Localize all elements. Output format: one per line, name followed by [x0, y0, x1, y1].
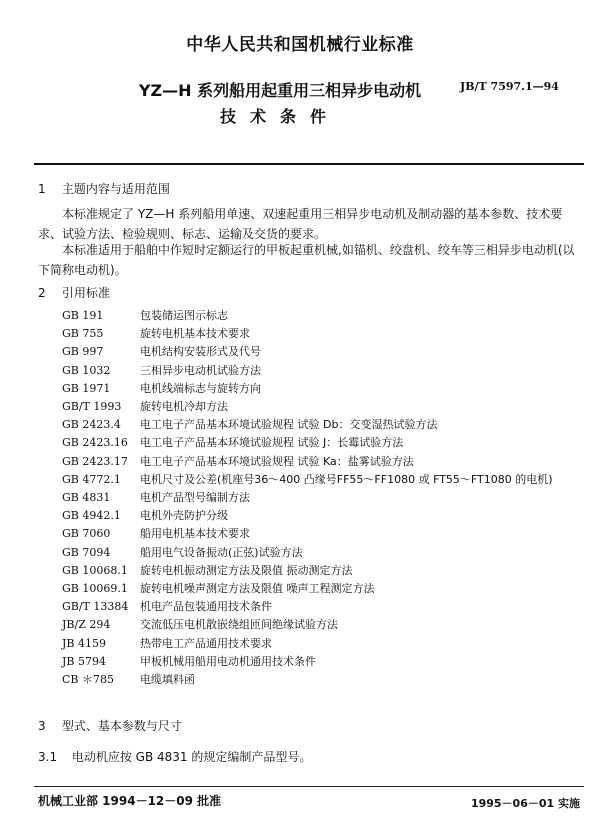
reference-row: [62, 325, 592, 343]
reference-code: GB 2423.17: [62, 454, 128, 468]
reference-row: [62, 471, 592, 489]
reference-code: GB 7060: [62, 527, 111, 541]
reference-title: 船用电机基本技术要求: [140, 527, 250, 541]
reference-row: [62, 343, 592, 361]
reference-row: [62, 434, 592, 452]
reference-title: 电工电子产品基本环境试验规程 试验 Ka：盐雾试验方法: [140, 454, 414, 468]
reference-row: [62, 653, 592, 671]
section-2-heading: [38, 284, 110, 301]
reference-code: JB 5794: [62, 654, 106, 668]
reference-title: 电机结构安装形式及代号: [140, 345, 261, 359]
reference-code: GB 755: [62, 327, 104, 341]
reference-row: [62, 616, 592, 634]
reference-row: [62, 562, 592, 580]
reference-title: 旋转电机噪声测定方法及限值 噪声工程测定方法: [140, 582, 375, 596]
reference-code: GB 2423.16: [62, 436, 128, 450]
reference-row: [62, 635, 592, 653]
reference-row: [62, 671, 592, 689]
clause-text: 电动机应按 GB 4831 的规定编制产品型号。: [71, 750, 312, 764]
reference-title: 热带电工产品通用技术要求: [140, 636, 272, 650]
reference-title: 电机尺寸及公差(机座号36～400 凸缘号FF55～FF1080 或 FT55～FT1080 的电机): [140, 472, 553, 486]
reference-title: 电缆填料函: [140, 673, 195, 687]
reference-row: [62, 398, 592, 416]
reference-code: GB 1032: [62, 363, 111, 377]
section-title: 主题内容与适用范围: [61, 182, 170, 196]
reference-row: [62, 489, 592, 507]
reference-code: GB 10068.1: [62, 563, 128, 577]
reference-code: GB 4772.1: [62, 472, 121, 486]
reference-row: [62, 598, 592, 616]
reference-title: 机电产品包装通用技术条件: [140, 600, 272, 614]
reference-row: [62, 380, 592, 398]
referenced-standards-list: [62, 307, 592, 689]
reference-title: 甲板机械用船用电动机通用技术条件: [140, 654, 316, 668]
section-3-heading: [38, 717, 182, 734]
reference-row: [62, 453, 592, 471]
reference-row: [62, 525, 592, 543]
reference-title: 电机外壳防护分级: [140, 509, 228, 523]
reference-title: 电机产品型号编制方法: [140, 491, 250, 505]
reference-title: 旋转电机冷却方法: [140, 400, 228, 414]
clause-number: 3.1: [38, 750, 58, 764]
reference-row: [62, 307, 592, 325]
reference-row: [62, 416, 592, 434]
reference-title: 电工电子产品基本环境试验规程 试验 Db：交变湿热试验方法: [140, 418, 438, 432]
document-title: YZ—H 系列船用起重用三相异步电动机: [138, 81, 422, 100]
reference-title: 船用电气设备振动(正弦)试验方法: [140, 545, 303, 559]
reference-title: 旋转电机振动测定方法及限值 振动测定方法: [140, 563, 353, 577]
reference-code: GB/T 13384: [62, 600, 129, 614]
footer-divider: [34, 786, 584, 787]
reference-code: GB 10069.1: [62, 582, 128, 596]
approval-date: 机械工业部 1994－12－09 批准: [38, 794, 222, 808]
section-title: 型式、基本参数与尺寸: [61, 719, 182, 733]
section-number: 3: [38, 719, 46, 733]
section-1-heading: [38, 180, 170, 197]
reference-title: 电工电子产品基本环境试验规程 试验 J：长霉试验方法: [140, 436, 404, 450]
section-1-paragraph-1: 本标准规定了 YZ—H 系列船用单速、双速起重用三相异步电动机及制动器的基本参数、技术要求、试验方法、检验规则、标志、运输及交货的要求。: [38, 207, 563, 241]
organization-standard-heading: 中华人民共和国机械行业标准: [186, 35, 414, 55]
reference-row: [62, 580, 592, 598]
reference-code: GB 4942.1: [62, 509, 121, 523]
reference-code: GB 2423.4: [62, 418, 121, 432]
section-number: 1: [38, 182, 46, 196]
reference-title: 三相异步电动机试验方法: [140, 363, 261, 377]
section-title: 引用标准: [61, 286, 110, 300]
reference-code: GB 191: [62, 309, 104, 322]
reference-code: GB 7094: [62, 545, 111, 559]
reference-code: GB/T 1993: [62, 400, 122, 414]
reference-title: 交流低压电机散嵌绕组匝间绝缘试验方法: [140, 618, 338, 632]
reference-code: JB 4159: [62, 636, 106, 650]
reference-code: JB/Z 294: [62, 618, 111, 632]
reference-title: 旋转电机基本技术要求: [140, 327, 250, 341]
reference-row: [62, 507, 592, 525]
reference-title: 包装储运图示标志: [140, 309, 228, 322]
reference-title: 电机线端标志与旋转方向: [140, 381, 261, 395]
reference-code: GB 4831: [62, 491, 111, 505]
header-divider: [34, 163, 584, 165]
reference-code: GB 1971: [62, 381, 111, 395]
document-subtitle: 技术条件: [219, 107, 340, 126]
standard-number: JB/T 7597.1—94: [460, 80, 559, 93]
section-1-paragraph-2: 本标准适用于船舶中作短时定额运行的甲板起重机械,如锚机、绞盘机、绞车等三相异步电动机(以下简称电动机)。: [38, 243, 575, 277]
reference-code: GB 997: [62, 345, 104, 359]
reference-row: [62, 362, 592, 380]
clause-3-1: [38, 748, 311, 765]
reference-row: [62, 544, 592, 562]
implementation-date: 1995－06－01 实施: [470, 797, 580, 810]
section-number: 2: [38, 286, 46, 300]
reference-code: CB ＊785: [62, 673, 114, 687]
